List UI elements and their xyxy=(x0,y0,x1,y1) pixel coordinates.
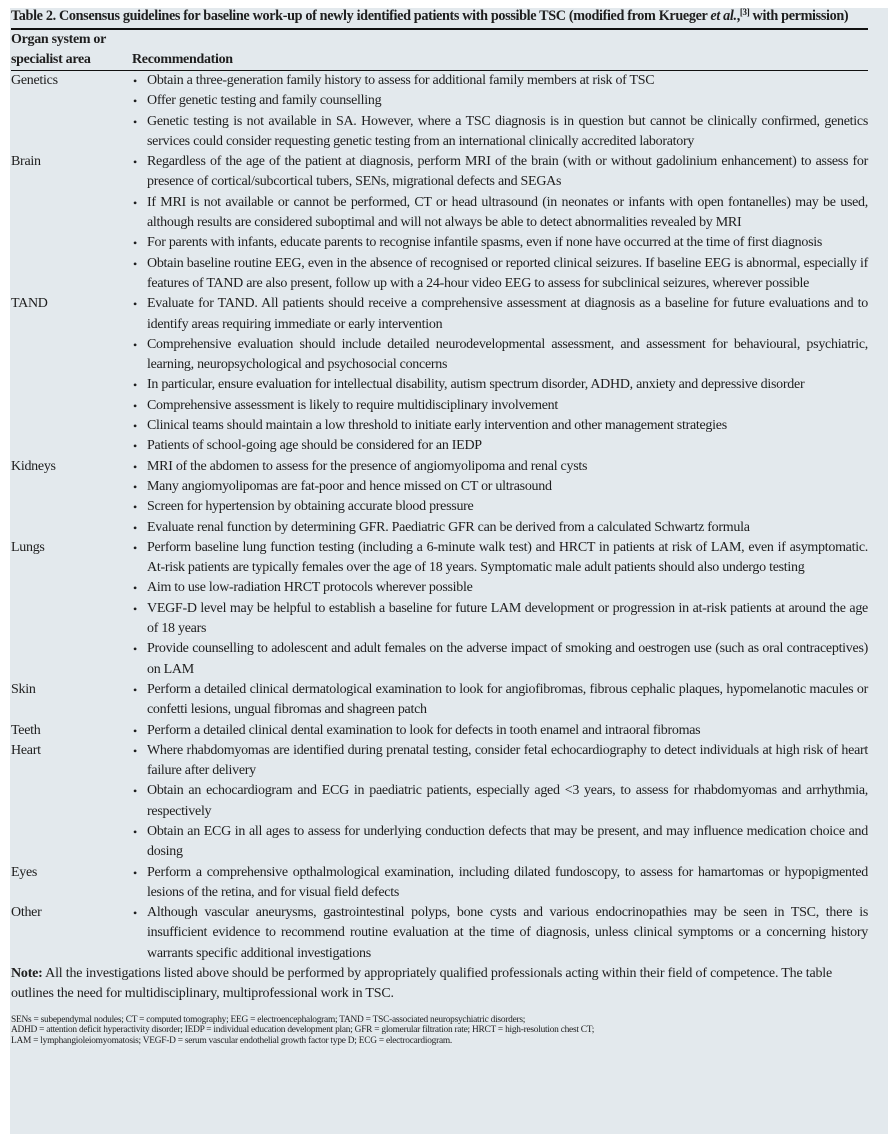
recommendation-text: Obtain a three-generation family history to assess for additional family members at risk of TSC xyxy=(147,73,655,88)
recommendation-item xyxy=(132,396,868,416)
recommendation-item xyxy=(132,457,868,477)
table-body xyxy=(11,71,868,964)
organ-system-cell: Eyes xyxy=(11,864,38,880)
organ-system-cell: TAND xyxy=(11,296,48,312)
recommendation-item xyxy=(132,639,868,680)
recommendation-item xyxy=(132,294,868,335)
recommendation-text: For parents with infants, educate parents to recognise infantile spasms, even if none have occurred at the time of first diagnosis xyxy=(147,235,823,251)
table-row xyxy=(11,903,868,964)
header-organ-system xyxy=(11,30,132,70)
organ-system-cell: Heart xyxy=(11,742,41,758)
recommendation-cell xyxy=(132,863,868,904)
recommendation-text: Perform a comprehensive opthalmological examination, including dilated fundoscopy, to assess for hamartomas or hypopigmented lesions of the retina, and for visual field defects xyxy=(147,864,868,900)
organ-system-cell: Other xyxy=(11,905,42,921)
bullet-icon: • xyxy=(133,155,137,170)
recommendation-text: Comprehensive evaluation should include detailed neurodevelopmental assessment, and assessment for behavioural, psychiatric, learning, neuropsychological and psychosocial concerns xyxy=(147,336,868,373)
title-comma: , xyxy=(736,8,740,24)
recommendation-item xyxy=(132,193,868,234)
title-suffix: with permission) xyxy=(749,8,849,24)
recommendation-text: If MRI is not available or cannot be performed, CT or head ultrasound (in neonates or infants with open fontanelles) may be used, although results are considered suboptimal and will not always be able to detect abnormalities revealed by MRI xyxy=(147,194,868,231)
recommendation-item xyxy=(132,436,868,456)
title-reference[interactable]: [3] xyxy=(739,7,750,17)
table-container xyxy=(11,8,868,1046)
bullet-icon: • xyxy=(133,500,137,515)
recommendation-text: Obtain baseline routine EEG, even in the absence of recognised or reported clinical seizures. If baseline EEG is abnormal, especially if features of TAND are also present, follow up with a 24-hour video EEG to assess for subclinical seizures, wherever possible xyxy=(147,255,868,291)
recommendation-text: Screen for hypertension by obtaining accurate blood pressure xyxy=(147,499,474,515)
recommendation-item xyxy=(132,375,868,395)
recommendation-item xyxy=(132,578,868,598)
bullet-icon: • xyxy=(133,459,137,474)
recommendation-list xyxy=(132,457,868,538)
recommendation-item xyxy=(132,822,868,863)
recommendation-list xyxy=(132,538,868,680)
table-row xyxy=(11,680,868,721)
table-row xyxy=(11,294,868,456)
recommendation-item xyxy=(132,599,868,640)
recommendation-list xyxy=(132,721,868,741)
bullet-icon: • xyxy=(133,601,137,616)
bullet-icon: • xyxy=(133,784,137,799)
recommendation-text: Obtain an ECG in all ages to assess for underlying conduction defects that may be present, and may influence medication choice and dosing xyxy=(147,823,868,860)
recommendation-item xyxy=(132,721,868,741)
bullet-icon: • xyxy=(133,256,137,271)
header-organ-line2: specialist area xyxy=(11,52,91,67)
table-row xyxy=(11,863,868,904)
recommendation-item xyxy=(132,477,868,497)
bullet-icon: • xyxy=(133,236,137,251)
bullet-icon: • xyxy=(133,824,137,839)
table-header xyxy=(11,30,868,71)
bullet-icon: • xyxy=(133,682,137,697)
recommendation-item xyxy=(132,903,868,964)
recommendation-item xyxy=(132,254,868,295)
recommendation-cell xyxy=(132,903,868,964)
bullet-icon: • xyxy=(133,479,137,494)
recommendation-text: Perform baseline lung function testing (including a 6-minute walk test) and HRCT in patients at risk of LAM, even if asymptomatic. At-risk patients are typically females over the age of 18 years. Symptomatic male adult patients should also undergo testing xyxy=(147,539,868,576)
organ-system-cell: Teeth xyxy=(11,722,41,738)
recommendation-text: Perform a detailed clinical dental examination to look for defects in tooth enamel and intraoral fibromas xyxy=(147,722,701,738)
bullet-icon: • xyxy=(133,398,137,413)
recommendation-text: Obtain an echocardiogram and ECG in paediatric patients, especially aged <3 years, to assess for rhabdomyomas and arrhythmia, respectively xyxy=(147,783,868,819)
title-text: Table 2. Consensus guidelines for baseline work-up of newly identified patients with possible TSC (modified from Krueger xyxy=(11,8,711,24)
note-text: All the investigations listed above should be performed by appropriately qualified professionals acting within their field of competence. The table outlines the need for multidisciplinary, multiprofessional work in TSC. xyxy=(11,966,832,1002)
bullet-icon: • xyxy=(133,114,137,129)
bullet-icon: • xyxy=(133,642,137,657)
recommendation-text: Regardless of the age of the patient at diagnosis, perform MRI of the brain (with or without gadolinium enhancement) to assess for presence of cortical/subcortical tubers, SENs, migrational defects and SEGAs xyxy=(147,154,868,190)
table-row xyxy=(11,538,868,680)
recommendation-text: Offer genetic testing and family counselling xyxy=(147,93,382,109)
recommendation-item xyxy=(132,335,868,376)
recommendation-list xyxy=(132,741,868,863)
recommendation-cell xyxy=(132,71,868,152)
organ-system-cell: Skin xyxy=(11,681,36,697)
bullet-icon: • xyxy=(133,520,137,535)
bullet-icon: • xyxy=(133,297,137,312)
abbreviations-line: ADHD = attention deficit hyperactivity disorder; IEDP = individual education development plan; GFR = glomerular filtration rate; HRCT = high-resolution chest CT; xyxy=(11,1025,595,1036)
table-row xyxy=(11,152,868,294)
bullet-icon: • xyxy=(133,865,137,880)
recommendation-text: Patients of school-going age should be considered for an IEDP xyxy=(147,438,482,454)
recommendation-list xyxy=(132,294,868,456)
title-italic-text: et al. xyxy=(710,8,737,24)
recommendation-item xyxy=(132,741,868,782)
recommendation-text: Provide counselling to adolescent and adult females on the adverse impact of smoking and oestrogen use (such as oral contraceptives) on LAM xyxy=(147,641,868,677)
recommendation-item xyxy=(132,863,868,904)
bullet-icon: • xyxy=(133,337,137,352)
recommendation-item xyxy=(132,518,868,538)
table-row xyxy=(11,457,868,538)
recommendation-text: VEGF-D level may be helpful to establish a baseline for future LAM development or progression in at-risk patients at around the age of 18 years xyxy=(147,600,868,637)
recommendation-text: Evaluate for TAND. All patients should receive a comprehensive assessment at diagnosis as a baseline for future evaluations and to identify areas requiring immediate or early intervention xyxy=(147,296,868,332)
recommendation-list xyxy=(132,71,868,152)
recommendation-cell xyxy=(132,721,868,741)
bullet-icon: • xyxy=(133,906,137,921)
recommendation-cell xyxy=(132,294,868,456)
bullet-icon: • xyxy=(133,723,137,738)
recommendation-text: Evaluate renal function by determining GFR. Paediatric GFR can be derived from a calculated Schwartz formula xyxy=(147,519,750,535)
abbreviations-line: SENs = subependymal nodules; CT = computed tomography; EEG = electroencephalogram; TAND = TSC-associated neuropsychiatric disorders; xyxy=(11,1014,526,1025)
organ-system-cell: Genetics xyxy=(11,73,58,88)
recommendation-item xyxy=(132,152,868,193)
bullet-icon: • xyxy=(133,378,137,393)
recommendation-list xyxy=(132,152,868,294)
recommendation-cell xyxy=(132,538,868,680)
table-row xyxy=(11,741,868,863)
recommendation-text: Although vascular aneurysms, gastrointestinal polyps, bone cysts and various endocrinopathies may be seen in TSC, there is insufficient evidence to recommend routine evaluation at the time of diagnosis, unless clinical symptoms or a concerning history warrants specific additional investigations xyxy=(147,905,868,961)
recommendation-list xyxy=(132,680,868,721)
recommendation-text: Comprehensive assessment is likely to require multidisciplinary involvement xyxy=(147,397,558,413)
recommendation-list xyxy=(132,863,868,904)
recommendation-item xyxy=(132,497,868,517)
header-recommendation: Recommendation xyxy=(132,52,233,67)
abbreviations-footnote xyxy=(11,1015,868,1047)
table-row xyxy=(11,71,868,152)
organ-system-cell: Brain xyxy=(11,154,41,170)
bullet-icon: • xyxy=(133,74,137,88)
table-row xyxy=(11,721,868,741)
bullet-icon: • xyxy=(133,419,137,434)
recommendation-text: Aim to use low-radiation HRCT protocols wherever possible xyxy=(147,580,473,596)
recommendation-item xyxy=(132,233,868,253)
recommendation-cell xyxy=(132,152,868,294)
recommendation-item xyxy=(132,680,868,721)
recommendation-text: MRI of the abdomen to assess for the presence of angiomyolipoma and renal cysts xyxy=(147,458,588,474)
abbreviations-line: LAM = lymphangioleiomyomatosis; VEGF-D = serum vascular endothelial growth factor type D; ECG = electrocardiogram. xyxy=(11,1035,452,1046)
recommendation-cell xyxy=(132,741,868,863)
recommendation-text: In particular, ensure evaluation for intellectual disability, autism spectrum disorder, ADHD, anxiety and depressive disorder xyxy=(147,377,805,393)
header-organ-line1: Organ system or xyxy=(11,32,107,47)
recommendation-list xyxy=(132,903,868,964)
organ-system-cell: Lungs xyxy=(11,539,45,555)
note-label: Note: xyxy=(11,966,43,982)
recommendation-text: Clinical teams should maintain a low threshold to initiate early intervention and other management strategies xyxy=(147,418,727,434)
recommendation-text: Where rhabdomyomas are identified during prenatal testing, consider fetal echocardiography to detect individuals at high risk of heart failure after delivery xyxy=(147,742,868,779)
bullet-icon: • xyxy=(133,540,137,555)
table-note xyxy=(11,964,868,1005)
recommendation-item xyxy=(132,781,868,822)
recommendation-item xyxy=(132,538,868,579)
table-title xyxy=(11,8,868,30)
recommendation-cell xyxy=(132,457,868,538)
recommendation-item xyxy=(132,91,868,111)
bullet-icon: • xyxy=(133,94,137,109)
bullet-icon: • xyxy=(133,581,137,596)
recommendation-text: Many angiomyolipomas are fat-poor and hence missed on CT or ultrasound xyxy=(147,478,552,494)
bullet-icon: • xyxy=(133,195,137,210)
organ-system-cell: Kidneys xyxy=(11,458,56,474)
recommendation-text: Perform a detailed clinical dermatological examination to look for angiofibromas, fibrous cephalic plaques, hypomelanotic macules or confetti lesions, ungual fibromas and shagreen patch xyxy=(147,681,868,718)
bullet-icon: • xyxy=(133,743,137,758)
recommendation-cell xyxy=(132,680,868,721)
recommendation-item xyxy=(132,71,868,91)
recommendation-item xyxy=(132,416,868,436)
recommendation-item xyxy=(132,112,868,153)
bullet-icon: • xyxy=(133,439,137,454)
recommendation-text: Genetic testing is not available in SA. However, where a TSC diagnosis is in question but cannot be clinically confirmed, genetics services could consider requesting genetic testing from an international clinically accredited laboratory xyxy=(147,113,868,149)
